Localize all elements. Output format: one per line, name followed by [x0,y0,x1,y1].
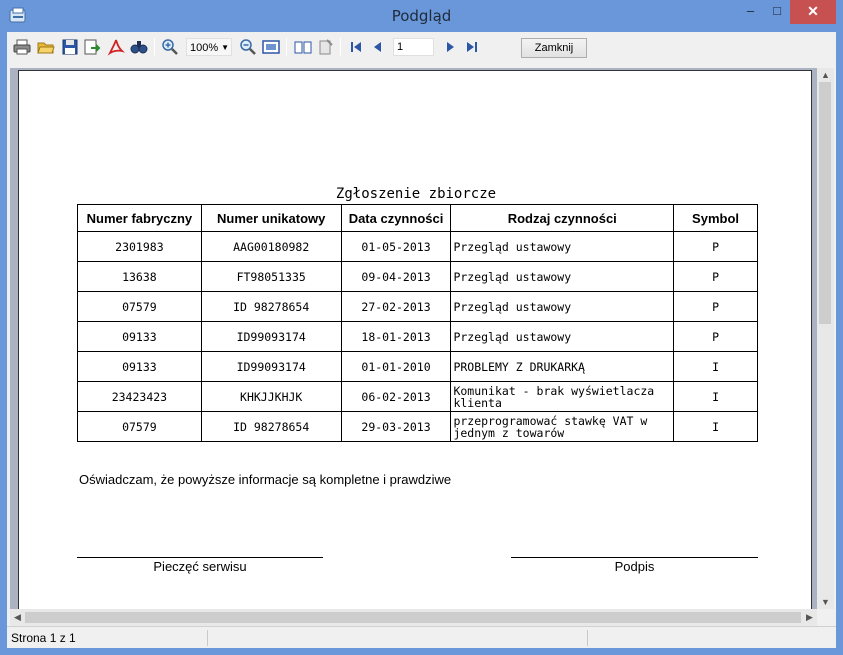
chevron-down-icon: ▼ [221,43,229,52]
table-cell: KHKJJKHJK [201,382,341,412]
vertical-scroll-thumb[interactable] [819,82,831,324]
page-setup-icon[interactable] [317,38,335,56]
client-area [7,32,836,648]
table-cell: Przegląd ustawowy [451,262,674,292]
stamp-line [77,557,323,558]
save-icon[interactable] [61,38,79,56]
status-bar [7,626,836,648]
close-preview-button[interactable]: Zamknij [521,38,587,58]
column-header: Numer unikatowy [201,205,341,232]
table-row [78,412,758,442]
table-cell: Przegląd ustawowy [451,322,674,352]
scroll-right-icon[interactable]: ▶ [806,612,813,622]
pdf-icon[interactable] [107,38,125,56]
signature-label: Podpis [614,559,655,574]
page-info: Strona 1 z 1 [11,631,76,645]
status-divider [207,630,208,646]
table-cell: 01-01-2010 [341,352,451,382]
table-cell: Komunikat - brak wyświetlacza klienta [451,382,674,412]
table-cell: P [674,322,758,352]
preview-viewport[interactable] [10,68,817,609]
column-header: Data czynności [341,205,451,232]
table-cell: FT98051335 [201,262,341,292]
table-cell: I [674,412,758,442]
toolbar-separator [154,38,155,56]
column-header: Symbol [674,205,758,232]
column-header: Numer fabryczny [78,205,202,232]
table-cell: I [674,382,758,412]
table-row [78,292,758,322]
vertical-scrollbar[interactable] [817,68,834,609]
table-cell: 2301983 [78,232,202,262]
page-number-input[interactable]: 1 [393,38,434,56]
window-title: Podgląd [391,7,452,25]
column-header: Rodzaj czynności [451,205,674,232]
signature-line [511,557,758,558]
table-cell: Przegląd ustawowy [451,292,674,322]
table-cell: 01-05-2013 [341,232,451,262]
table-cell: I [674,352,758,382]
table-row [78,352,758,382]
scroll-up-icon[interactable]: ▲ [821,70,830,80]
table-cell: 29-03-2013 [341,412,451,442]
table-header-row [78,205,758,232]
table-cell: 07579 [78,292,202,322]
zoom-in-icon[interactable] [161,38,179,56]
zoom-value: 100% [190,42,219,54]
horizontal-scroll-thumb[interactable] [25,612,801,623]
open-icon[interactable] [37,38,55,56]
stamp-label: Pieczęć serwisu [153,559,247,574]
table-cell: P [674,292,758,322]
scroll-left-icon[interactable]: ◀ [14,612,21,622]
table-cell: ID 98278654 [201,412,341,442]
table-cell: P [674,232,758,262]
table-cell: 09133 [78,322,202,352]
print-icon[interactable] [13,38,31,56]
fit-page-icon[interactable] [262,38,280,56]
report-table [77,204,758,442]
toolbar-separator [286,38,287,56]
table-row [78,262,758,292]
zoom-select[interactable] [186,38,232,56]
table-cell: 13638 [78,262,202,292]
table-cell: ID 98278654 [201,292,341,322]
toolbar [7,32,836,62]
close-window-button[interactable]: ✕ [790,0,836,24]
next-page-icon[interactable] [441,38,459,56]
table-cell: PROBLEMY Z DRUKARKĄ [451,352,674,382]
table-cell: 06-02-2013 [341,382,451,412]
status-divider [587,630,588,646]
export-icon[interactable] [83,38,101,56]
minimize-button[interactable]: ‒ [746,3,755,18]
table-row [78,322,758,352]
last-page-icon[interactable] [463,38,481,56]
title-bar[interactable] [0,0,843,32]
table-cell: 09133 [78,352,202,382]
find-icon[interactable] [130,38,148,56]
table-cell: P [674,262,758,292]
table-cell: ID99093174 [201,322,341,352]
zoom-out-icon[interactable] [239,38,257,56]
table-cell: 07579 [78,412,202,442]
table-cell: przeprogramować stawkę VAT w jednym z towarów [451,412,674,442]
declaration-text: Oświadczam, że powyższe informacje są kompletne i prawdziwe [79,472,452,487]
table-cell: Przegląd ustawowy [451,232,674,262]
scroll-down-icon[interactable]: ▼ [821,597,830,607]
prev-page-icon[interactable] [369,38,387,56]
table-cell: 23423423 [78,382,202,412]
first-page-icon[interactable] [347,38,365,56]
horizontal-scrollbar[interactable] [10,609,817,626]
report-title: Zgłoszenie zbiorcze [335,186,497,202]
table-cell: 09-04-2013 [341,262,451,292]
table-cell: 18-01-2013 [341,322,451,352]
book-icon[interactable] [294,38,312,56]
table-row [78,232,758,262]
table-row [78,382,758,412]
scrollbar-corner [817,609,834,626]
maximize-button[interactable]: □ [773,3,781,18]
toolbar-separator [340,38,341,56]
table-cell: AAG00180982 [201,232,341,262]
table-cell: 27-02-2013 [341,292,451,322]
report-page [18,70,812,609]
table-cell: ID99093174 [201,352,341,382]
